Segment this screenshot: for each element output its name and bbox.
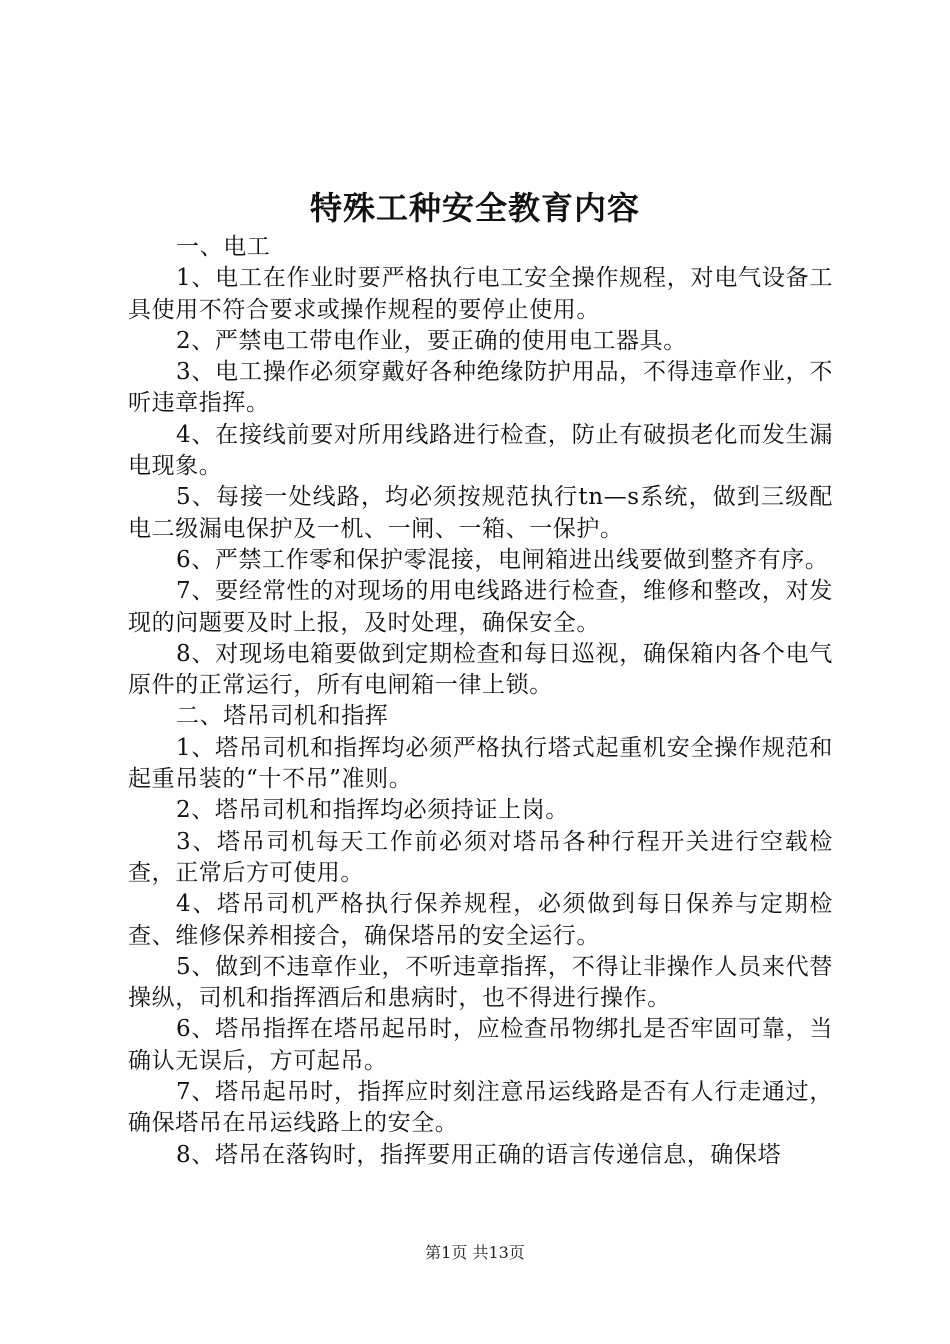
paragraph: 3、塔吊司机每天工作前必须对塔吊各种行程开关进行空载检查，正常后方可使用。 (128, 828, 833, 886)
paragraph: 5、做到不违章作业，不听违章指挥，不得让非操作人员来代替操纵，司机和指挥酒后和患病时，也不得进行操作。 (128, 953, 833, 1012)
paragraph: 2、严禁电工带电作业，要正确的使用电工器具。 (176, 327, 687, 354)
section-heading-crane: 二、塔吊司机和指挥 (176, 703, 389, 730)
paragraph: 1、电工在作业时要严格执行电工安全操作规程，对电气设备工具使用不符合要求或操作规程的要停止使用。 (128, 265, 833, 323)
paragraph: 4、塔吊司机严格执行保养规程，必须做到每日保养与定期检查、维修保养相接合，确保塔吊的安全运行。 (128, 891, 833, 949)
page-footer: 第1页 共13页 (425, 1243, 525, 1262)
paragraph: 8、塔吊在落钩时，指挥要用正确的语言传递信息，确保塔 (176, 1141, 782, 1168)
paragraph: 5、每接一处线路，均必须按规范执行tn—s系统，做到三级配电二级漏电保护及一机、一闸、一箱、一保护。 (128, 484, 833, 542)
paragraph: 4、在接线前要对所用线路进行检查，防止有破损老化而发生漏电现象。 (128, 421, 833, 480)
paragraph: 6、塔吊指挥在塔吊起吊时，应检查吊物绑扎是否牢固可靠，当确认无误后，方可起吊。 (128, 1016, 833, 1074)
paragraph: 7、要经常性的对现场的用电线路进行检查，维修和整改，对发现的问题要及时上报，及时处理，确保安全。 (128, 578, 833, 636)
section-heading-electrician: 一、电工 (176, 234, 271, 260)
paragraph: 3、电工操作必须穿戴好各种绝缘防护用品，不得违章作业，不听违章指挥。 (128, 359, 833, 417)
paragraph: 1、塔吊司机和指挥均必须严格执行塔式起重机安全操作规范和起重吊装的“十不吊”准则。 (128, 734, 833, 793)
paragraph: 7、塔吊起吊时，指挥应时刻注意吊运线路是否有人行走通过，确保塔吊在吊运线路上的安全。 (128, 1079, 833, 1137)
paragraph: 6、严禁工作零和保护零混接，电闸箱进出线要做到整齐有序。 (176, 546, 829, 573)
paragraph: 2、塔吊司机和指挥均必须持证上岗。 (176, 797, 569, 824)
document-body (128, 232, 833, 1171)
document-title: 特殊工种安全教育内容 (309, 189, 640, 227)
paragraph: 8、对现场电箱要做到定期检查和每日巡视，确保箱内各个电气原件的正常运行，所有电闸箱一律上锁。 (128, 640, 833, 699)
